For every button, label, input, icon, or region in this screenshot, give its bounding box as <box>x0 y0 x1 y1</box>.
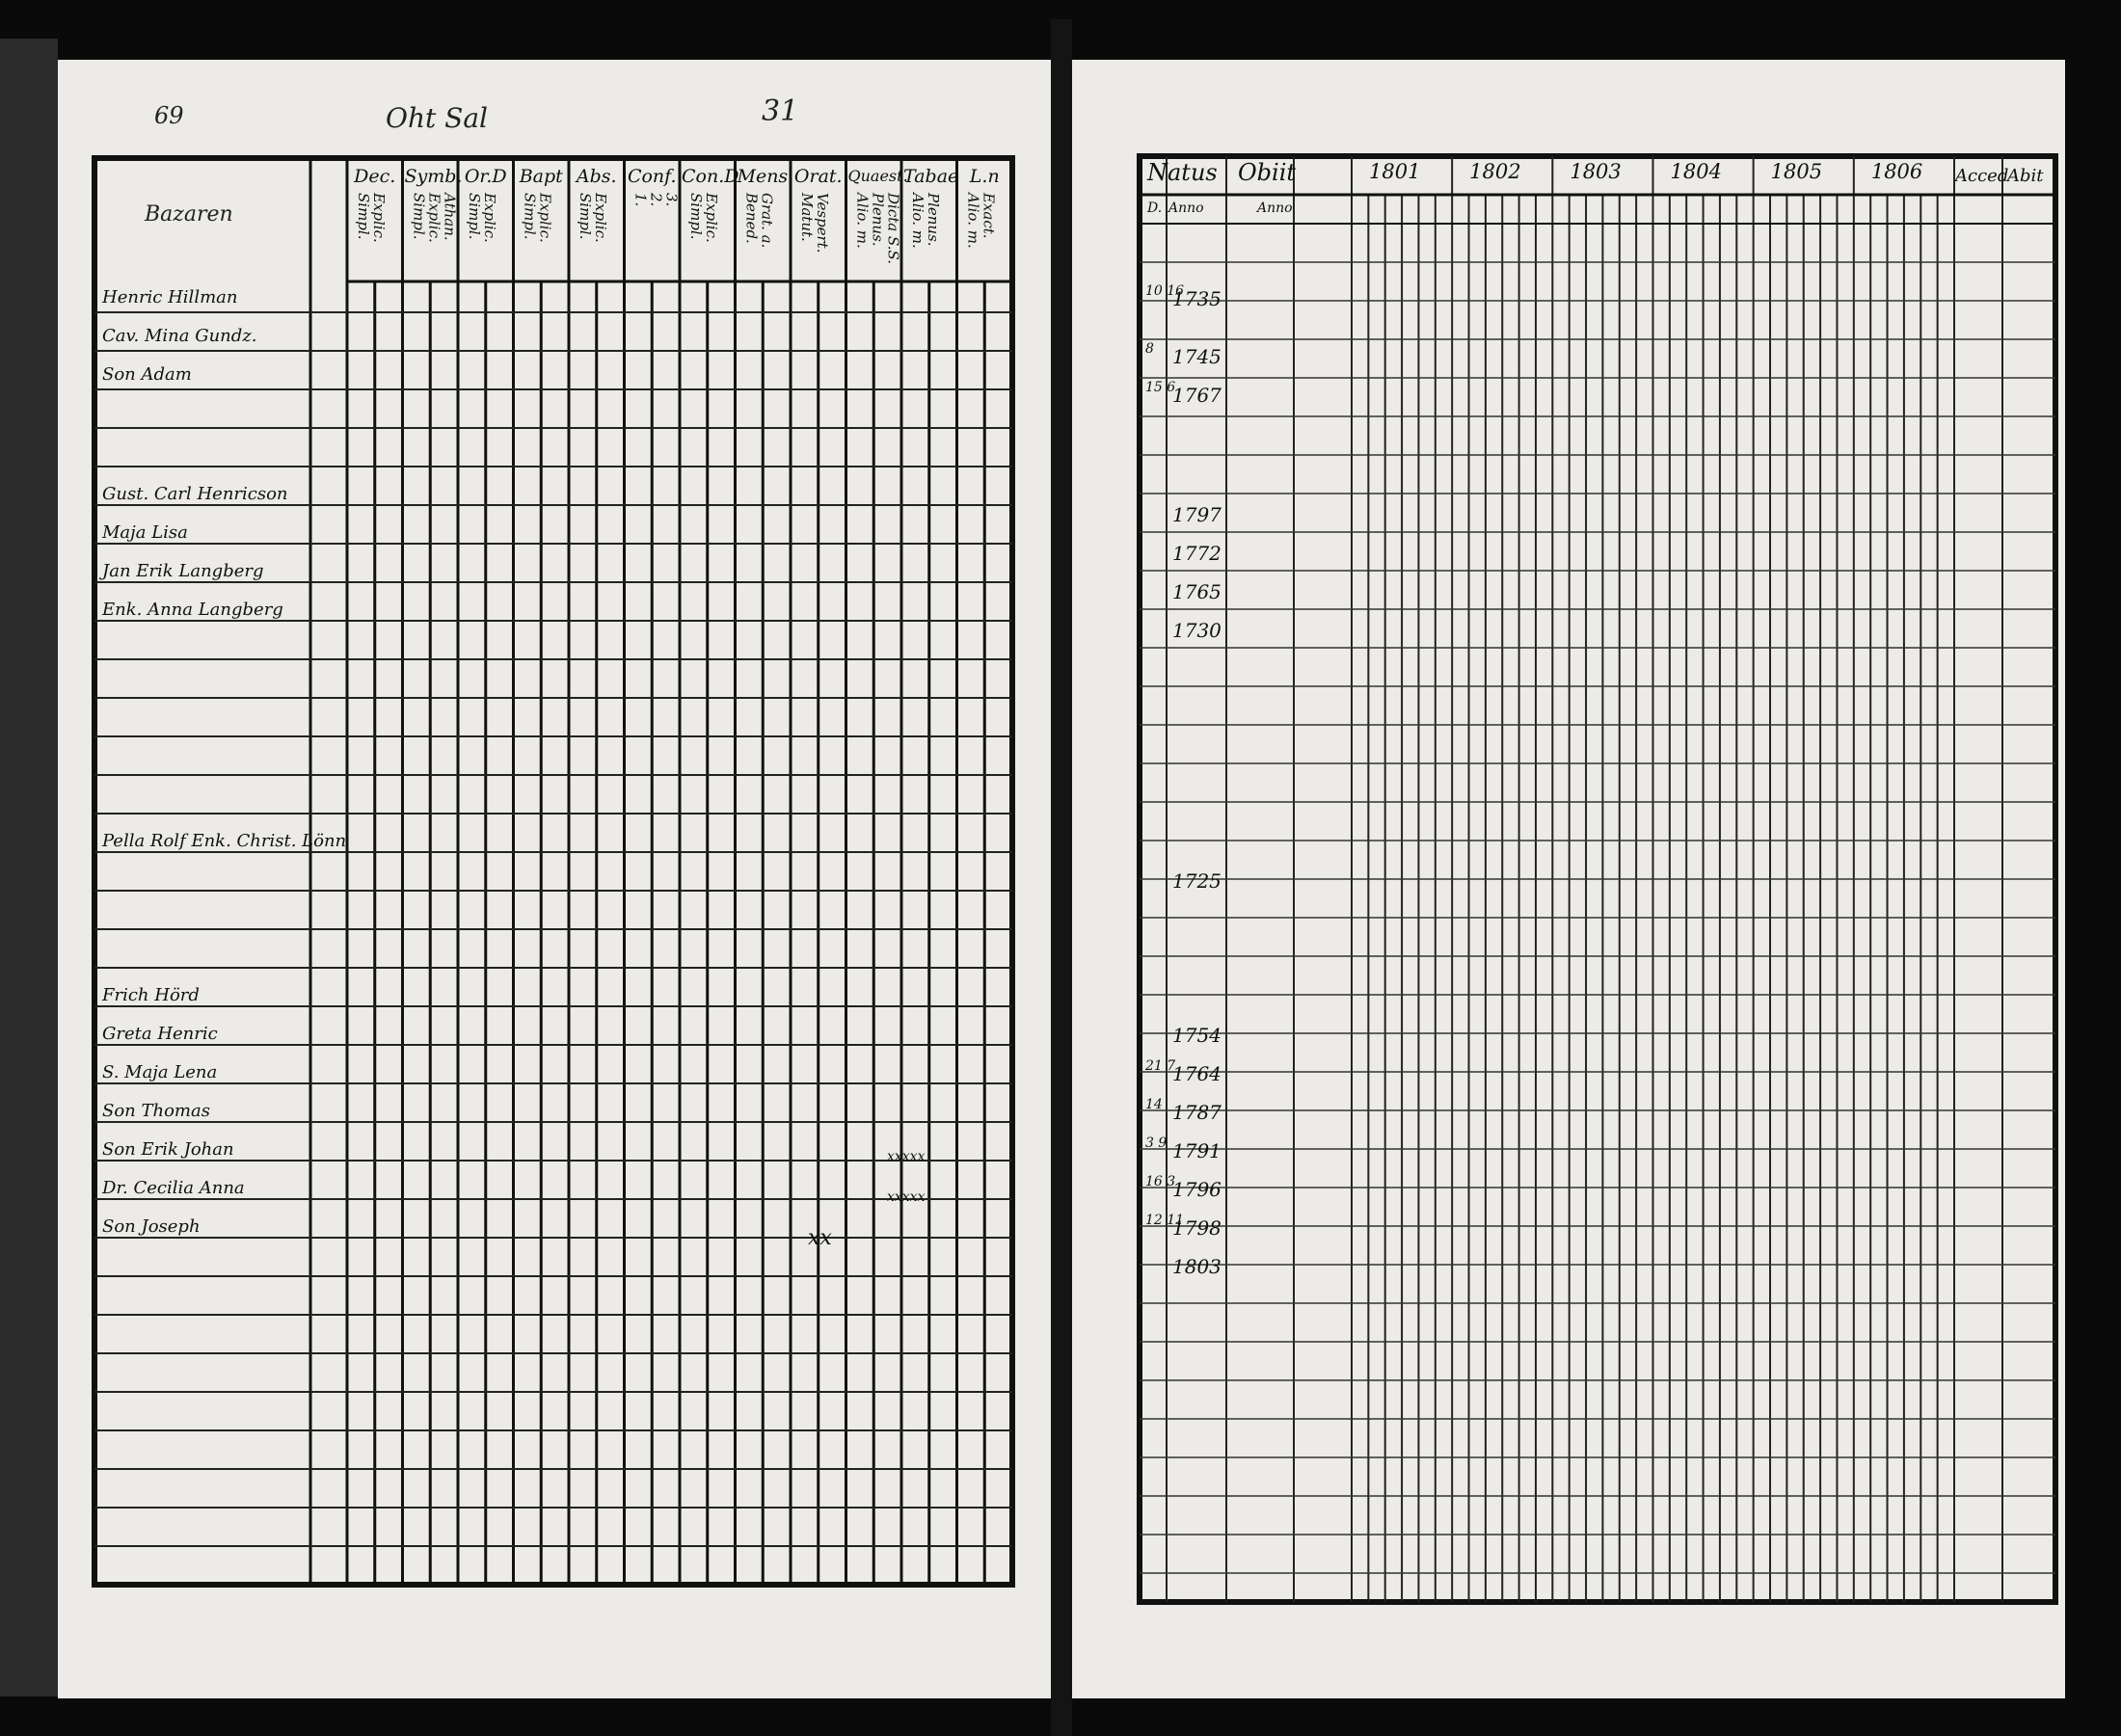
person-name: Enk. Anna Langberg <box>102 600 283 620</box>
person-name: Jan Erik Langberg <box>102 561 264 581</box>
column-header: Orat. <box>793 166 843 187</box>
birth-day: 16 3 <box>1145 1174 1176 1189</box>
natus-year-label: Anno <box>1168 200 1204 216</box>
person-name: Pella Rolf Enk. Christ. Lönn <box>102 831 347 851</box>
tick-marks: xx <box>808 1226 832 1250</box>
birth-day: 3 9 <box>1145 1135 1168 1151</box>
column-header: Symb. <box>404 166 463 187</box>
column-subheader: Explic. Simpl. <box>521 193 554 243</box>
folio-number-left: 69 <box>154 102 184 129</box>
column-subheader: Vespert. Matut. <box>797 193 831 254</box>
person-name: Gust. Carl Henricson <box>102 484 288 504</box>
page-heading: Oht Sal <box>386 102 488 134</box>
acced-header: Acced <box>1955 166 2009 186</box>
column-header: L.n <box>969 166 1000 187</box>
left-page <box>58 60 1051 1698</box>
birth-day: 10 16 <box>1145 283 1185 299</box>
person-name: Frich Hörd <box>102 985 200 1005</box>
person-name: Greta Henric <box>102 1024 218 1044</box>
birth-day: 21 7 <box>1145 1058 1176 1074</box>
birth-day: 12 11 <box>1145 1213 1185 1228</box>
birth-year: 1791 <box>1172 1139 1222 1162</box>
birth-year: 1730 <box>1172 619 1222 642</box>
column-header: Mens. <box>737 166 794 187</box>
column-header: Bapt <box>519 166 563 187</box>
birth-day: 14 <box>1145 1097 1163 1112</box>
column-subheader: Dicta S.S. Plenus. Alio. m. <box>853 193 902 264</box>
right-page <box>1072 60 2065 1698</box>
person-name: Henric Hillman <box>102 287 238 307</box>
year-header: 1804 <box>1670 160 1722 183</box>
birth-year: 1772 <box>1172 542 1222 565</box>
birth-year: 1765 <box>1172 580 1222 603</box>
birth-year: 1767 <box>1172 384 1222 407</box>
column-header: Tabae <box>903 166 959 187</box>
section-label: Bazaren <box>145 202 233 227</box>
year-header: 1802 <box>1469 160 1521 183</box>
column-header: Or.D <box>464 166 507 187</box>
birth-year: 1803 <box>1172 1255 1222 1278</box>
column-subheader: Exact. Alio. m. <box>964 193 998 249</box>
person-name: Son Erik Johan <box>102 1139 234 1160</box>
birth-year: 1754 <box>1172 1024 1222 1047</box>
column-subheader: Explic. Simpl. <box>686 193 720 243</box>
person-name: Cav. Mina Gundz. <box>102 326 257 346</box>
person-name: Maja Lisa <box>102 522 188 543</box>
column-header: Quaest. <box>847 167 908 185</box>
birth-day: 15 6 <box>1145 380 1176 395</box>
natus-header: Natus <box>1147 159 1218 186</box>
birth-day: 8 <box>1145 341 1154 357</box>
year-header: 1806 <box>1870 160 1923 183</box>
person-name: Son Adam <box>102 364 192 385</box>
tick-marks: xxxxx <box>887 1189 926 1205</box>
birth-year: 1745 <box>1172 345 1222 368</box>
column-header: Conf. <box>627 166 677 187</box>
year-header: 1805 <box>1770 160 1823 183</box>
column-subheader: 3. 2. 1. <box>631 193 681 207</box>
column-header: Dec. <box>354 166 396 187</box>
column-subheader: Grat. a. Bened. <box>742 193 776 249</box>
column-subheader: Explic. Simpl. <box>576 193 609 243</box>
column-subheader: Explic. Simpl. <box>354 193 388 243</box>
year-header: 1801 <box>1369 160 1421 183</box>
column-header: Abs. <box>576 166 617 187</box>
birth-year: 1798 <box>1172 1216 1222 1240</box>
book-spine <box>1051 19 1072 1736</box>
year-header: 1803 <box>1570 160 1622 183</box>
column-subheader: Plenus. Alio. m. <box>908 193 942 249</box>
birth-year: 1725 <box>1172 869 1222 893</box>
birth-year: 1787 <box>1172 1101 1222 1124</box>
folio-number-right: 31 <box>762 94 799 128</box>
book-edge <box>0 39 58 1696</box>
column-header: Con.D <box>682 166 739 187</box>
person-name: Dr. Cecilia Anna <box>102 1178 245 1198</box>
birth-year: 1735 <box>1172 287 1222 310</box>
birth-year: 1796 <box>1172 1178 1222 1201</box>
natus-day-label: D. <box>1147 200 1163 216</box>
obiit-header: Obiit <box>1238 159 1297 186</box>
obiit-year-label: Anno <box>1257 200 1293 216</box>
person-name: Son Joseph <box>102 1216 201 1237</box>
tick-marks: xxxxx <box>887 1149 926 1164</box>
person-name: Son Thomas <box>102 1101 210 1121</box>
column-subheader: Explic. Simpl. <box>465 193 498 243</box>
birth-year: 1764 <box>1172 1062 1222 1085</box>
birth-year: 1797 <box>1172 503 1222 526</box>
column-subheader: Athan. Explic. Simpl. <box>410 193 459 243</box>
abit-header: Abit <box>2007 166 2044 186</box>
person-name: S. Maja Lena <box>102 1062 218 1082</box>
